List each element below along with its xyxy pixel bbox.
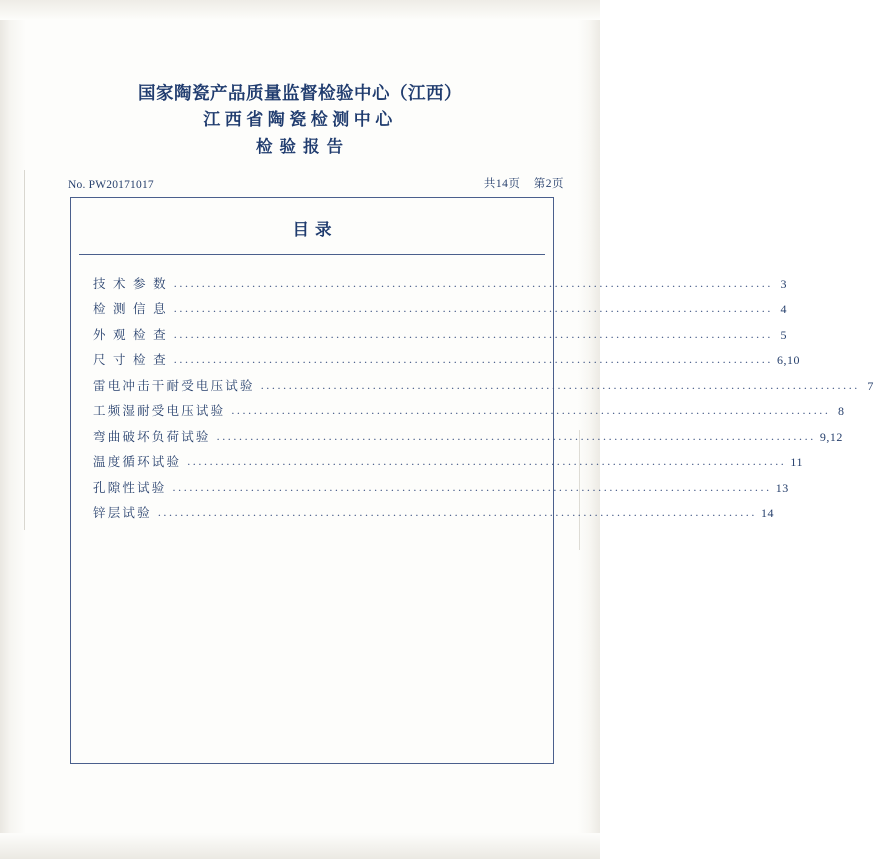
- current-page-label: 第2页: [533, 178, 564, 191]
- toc-entry-label: 弯曲破坏负荷试验: [93, 429, 211, 444]
- toc-leader-dots: ...........................................................................................................: [173, 326, 773, 341]
- toc-entry-page: 6,10: [776, 353, 800, 368]
- toc-entry-label: 锌层试验: [93, 506, 152, 521]
- toc-entry-page: 14: [761, 506, 775, 521]
- toc-leader-dots: ...........................................................................................................: [173, 352, 773, 367]
- list-item[interactable]: [93, 399, 845, 425]
- list-item[interactable]: [93, 475, 789, 501]
- toc-entry-page: 7: [867, 378, 874, 393]
- toc-entry-label: 雷电冲击干耐受电压试验: [93, 378, 255, 393]
- toc-leader-dots: ...........................................................................................................: [157, 505, 758, 520]
- toc-entry-label: 工频湿耐受电压试验: [93, 404, 226, 419]
- toc-entry-page: 13: [775, 480, 789, 495]
- total-pages-label: 共14页: [483, 178, 521, 191]
- list-item[interactable]: [93, 373, 874, 399]
- list-item[interactable]: [93, 271, 787, 297]
- report-header: [0, 0, 600, 161]
- list-item[interactable]: [93, 297, 787, 323]
- toc-entry-label: 外 观 检 查: [93, 327, 168, 342]
- list-item[interactable]: [93, 424, 843, 450]
- toc-leader-dots: ...........................................................................................................: [173, 275, 773, 290]
- report-meta-row: [68, 175, 564, 191]
- toc-entry-label: 技 术 参 数: [93, 276, 168, 291]
- toc-entry-label: 温度循环试验: [93, 455, 182, 470]
- toc-entry-label: 检 测 信 息: [93, 302, 168, 317]
- toc-leader-dots: ...........................................................................................................: [231, 403, 831, 418]
- toc-entry-label: 孔隙性试验: [93, 480, 167, 495]
- page-title: 目录: [292, 220, 338, 240]
- list-item[interactable]: [93, 348, 800, 374]
- toc-leader-dots: ...........................................................................................................: [173, 301, 773, 316]
- toc-leader-dots: ...........................................................................................................: [216, 428, 816, 443]
- toc-entry-page: 11: [790, 455, 803, 470]
- toc-list: [71, 255, 874, 526]
- organization-name-primary: 国家陶瓷产品质量监督检验中心（江西）: [138, 83, 462, 103]
- list-item[interactable]: [93, 501, 775, 527]
- page-count-info: [484, 175, 564, 191]
- toc-entry-label: 尺 寸 检 查: [93, 353, 168, 368]
- document-type-title: 检验报告: [256, 137, 350, 157]
- toc-entry-page: 5: [780, 327, 787, 342]
- list-item[interactable]: [93, 450, 803, 476]
- scan-edge-bottom: [0, 833, 600, 859]
- toc-entry-page: 3: [780, 276, 787, 291]
- toc-entry-page: 8: [838, 404, 845, 419]
- report-number: No. PW20171017: [68, 179, 154, 192]
- toc-entry-page: 4: [780, 302, 787, 317]
- toc-leader-dots: ...........................................................................................................: [187, 454, 787, 469]
- toc-leader-dots: ...........................................................................................................: [260, 377, 860, 392]
- list-item[interactable]: [93, 322, 787, 348]
- organization-name-secondary: 江西省陶瓷检测中心: [203, 110, 397, 130]
- toc-leader-dots: ...........................................................................................................: [172, 479, 772, 494]
- toc-entry-page: 9,12: [819, 429, 843, 444]
- table-of-contents-box: [70, 197, 874, 764]
